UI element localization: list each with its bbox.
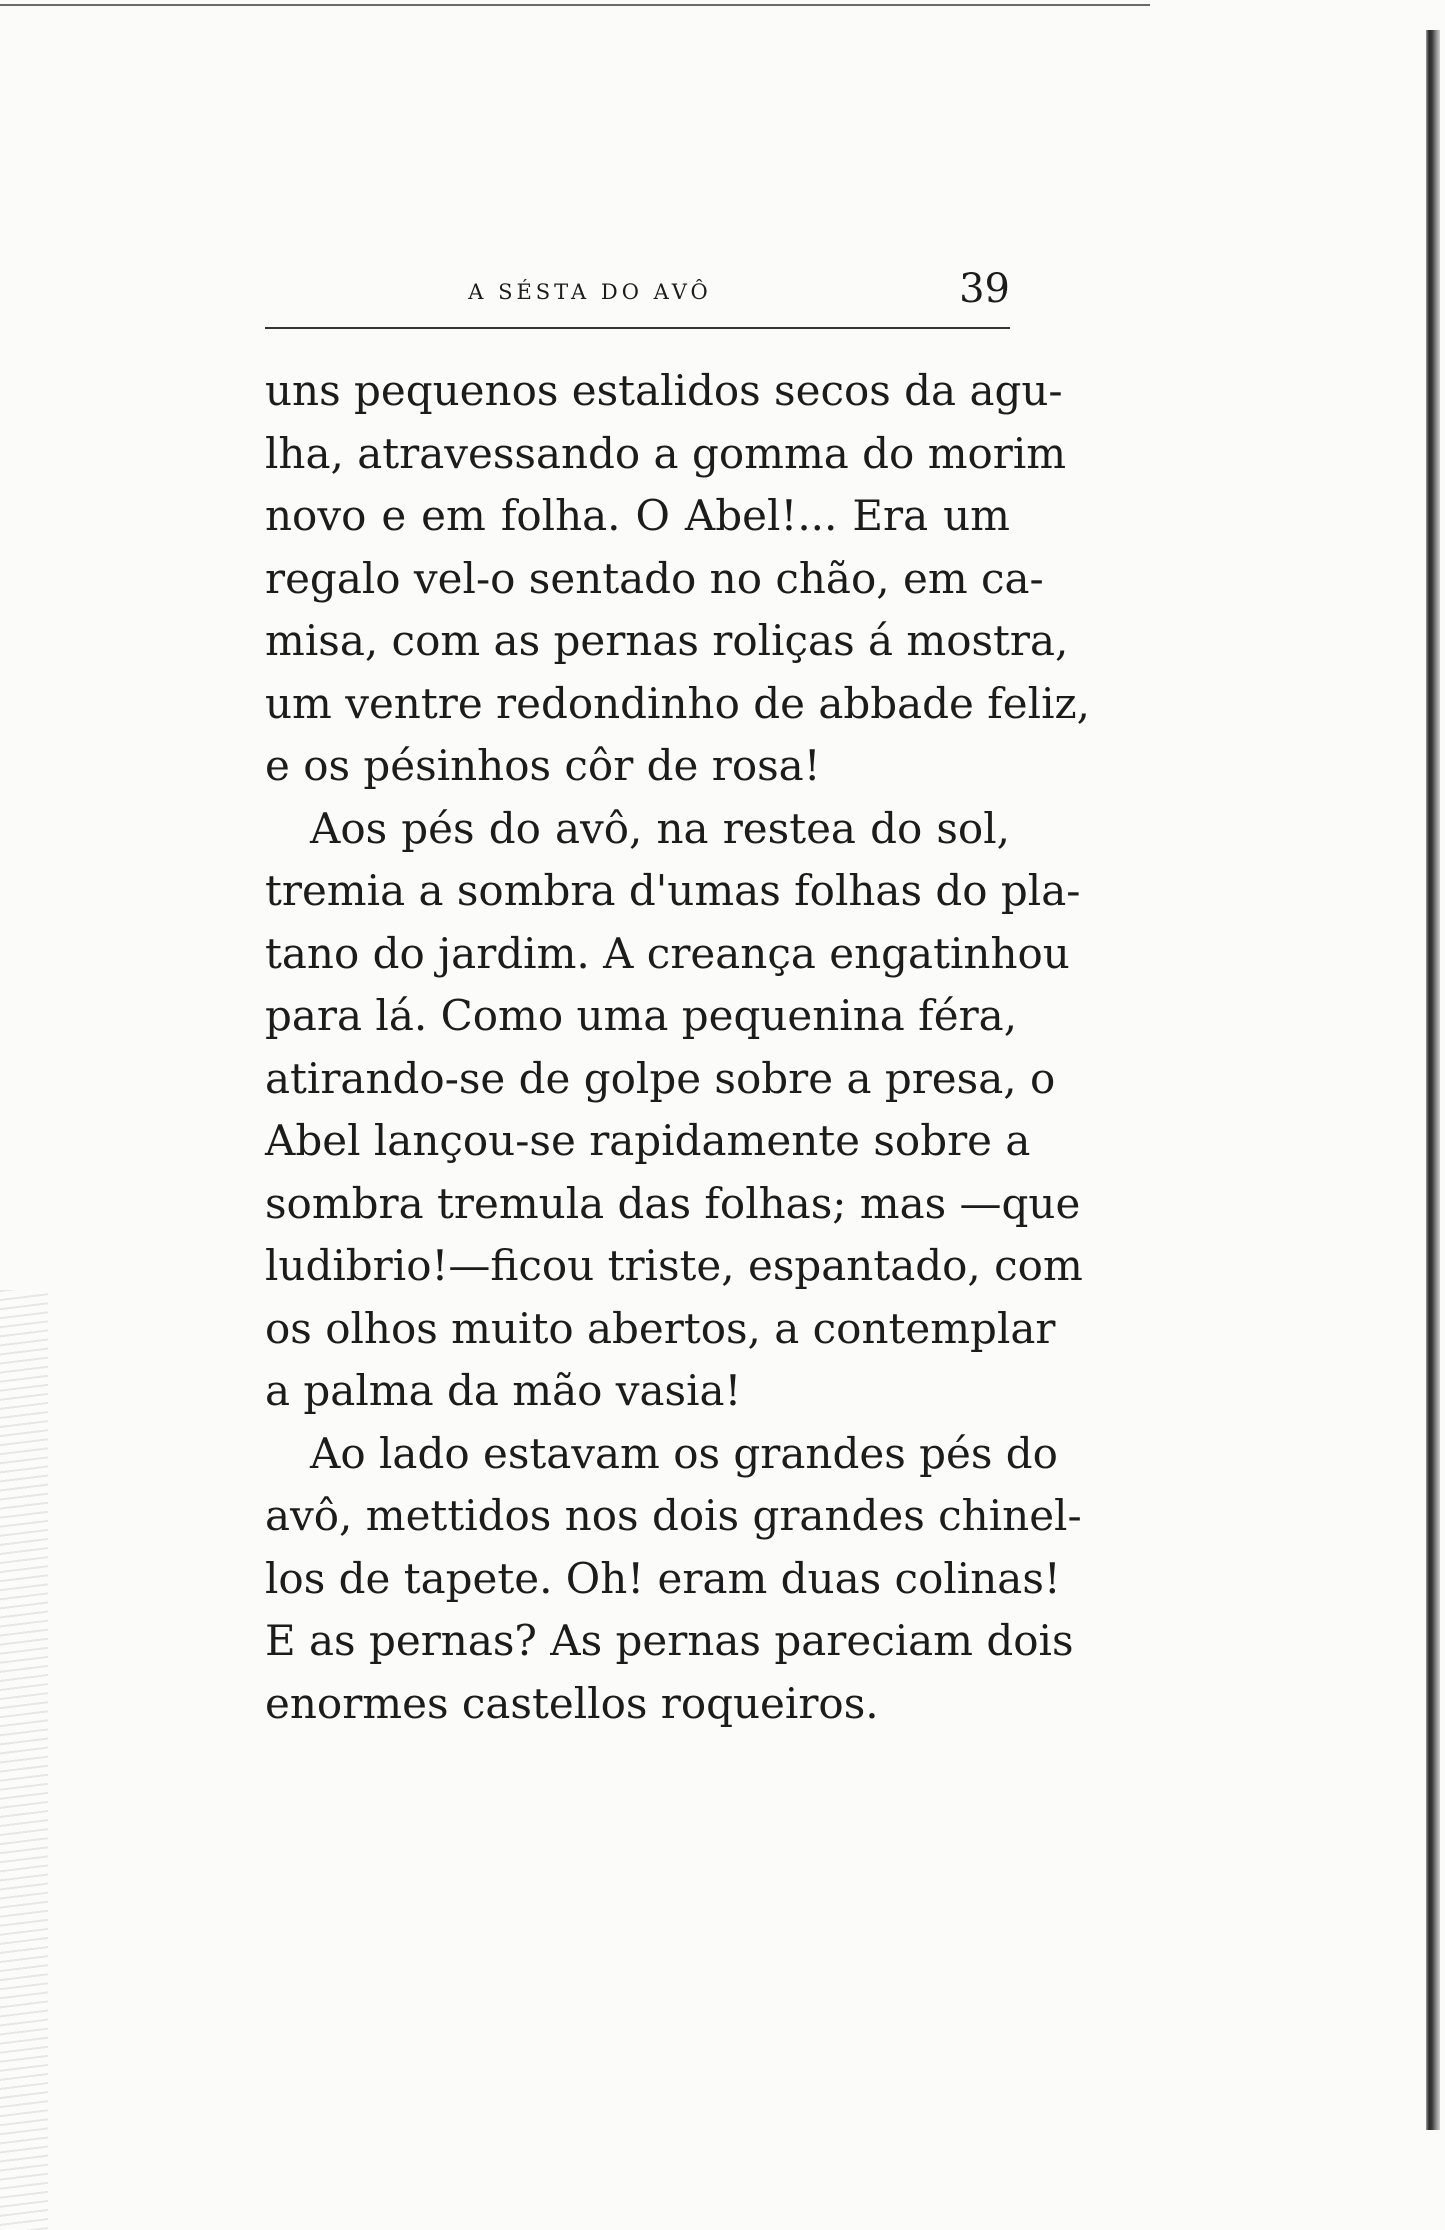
text-line: ludibrio!—ficou triste, espantado, com <box>265 1241 1083 1290</box>
body-text <box>265 360 1091 1735</box>
text-line: avô, mettidos nos dois grandes chinel- <box>265 1491 1082 1540</box>
text-line: Aos pés do avô, na restea do sol, <box>310 803 1010 853</box>
text-line: Abel lançou-se rapidamente sobre a <box>265 1116 1031 1165</box>
text-line: E as pernas? As pernas pareciam dois <box>265 1616 1074 1665</box>
page-number: 39 <box>959 266 1010 312</box>
text-line: novo e em folha. O Abel!... Era um <box>265 491 1010 540</box>
text-line: regalo vel-o sentado no chão, em ca- <box>265 553 1044 603</box>
text-line: tremia a sombra d'umas folhas do pla- <box>265 866 1081 915</box>
text-line: para lá. Como uma pequenina féra, <box>265 991 1018 1040</box>
text-line: Ao lado estavam os grandes pés do <box>310 1428 1058 1478</box>
text-line: misa, com as pernas roliças á mostra, <box>265 616 1069 665</box>
text-line: atirando-se de golpe sobre a presa, o <box>265 1053 1056 1103</box>
text-line: los de tapete. Oh! eram duas colinas! <box>265 1553 1061 1603</box>
text-line: enormes castellos roqueiros. <box>265 1678 879 1728</box>
text-line: a palma da mão vasia! <box>265 1366 742 1415</box>
paper-speckle <box>0 1290 48 2230</box>
text-line: sombra tremula das folhas; mas —que <box>265 1178 1081 1228</box>
text-line: tano do jardim. A creança engatinhou <box>265 928 1070 978</box>
header-rule <box>265 327 1010 329</box>
text-line: uns pequenos estalidos secos da agu- <box>265 366 1063 415</box>
text-line: e os pésinhos côr de rosa! <box>265 741 821 790</box>
page-header <box>265 266 1010 326</box>
text-line: lha, atravessando a gomma do morim <box>265 428 1067 478</box>
text-line: os olhos muito abertos, a contemplar <box>265 1303 1056 1353</box>
page-top-edge <box>0 4 1150 6</box>
book-spine-edge <box>1426 30 1440 2130</box>
text-line: um ventre redondinho de abbade feliz, <box>265 678 1091 728</box>
running-title: A SÉSTA DO AVÔ <box>468 280 712 304</box>
